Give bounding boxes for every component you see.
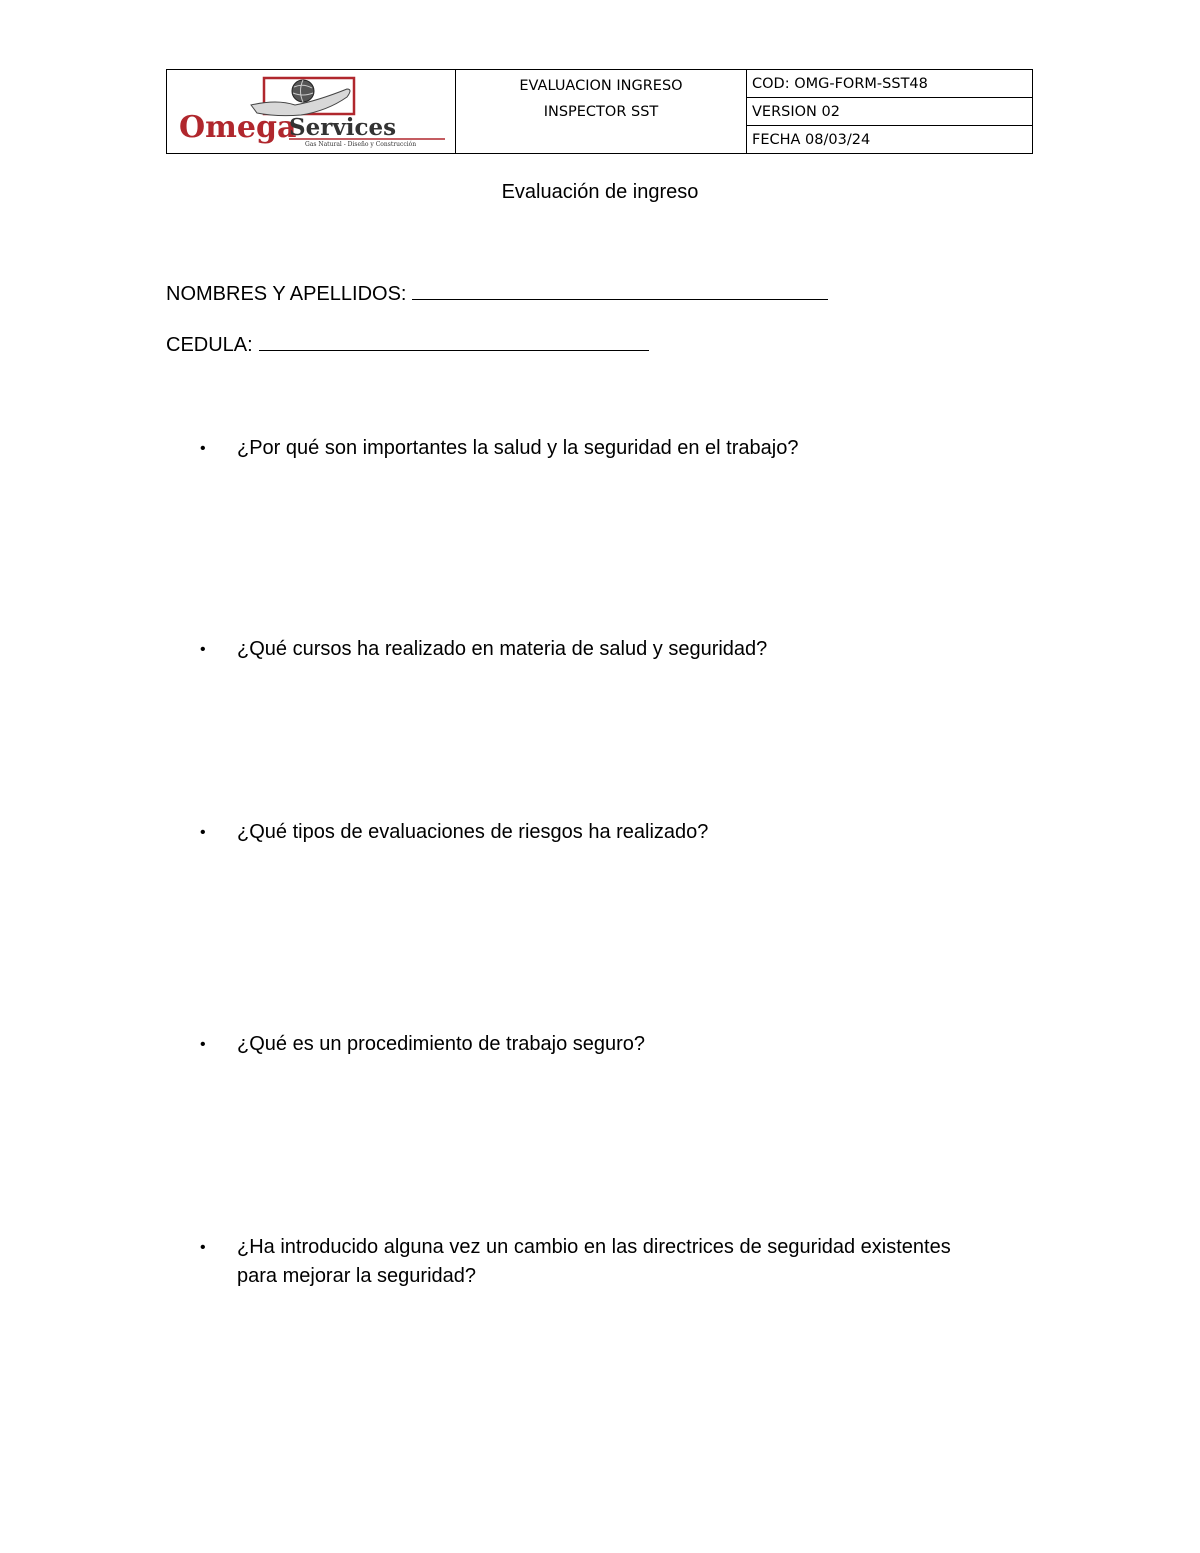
logo-cell [167, 70, 456, 154]
form-title-line-2: INSPECTOR SST [543, 104, 659, 120]
bullet-icon: • [200, 641, 206, 658]
name-field-label: NOMBRES Y APELLIDOS: [166, 283, 407, 305]
question-text: ¿Ha introducido alguna vez un cambio en las directrices de seguridad existentes para mejorar la seguridad? [237, 1236, 951, 1287]
question-text: ¿Qué tipos de evaluaciones de riesgos ha realizado? [237, 821, 709, 843]
question-text: ¿Qué es un procedimiento de trabajo seguro? [237, 1033, 646, 1055]
bullet-icon: • [200, 1239, 206, 1256]
question-text: ¿Qué cursos ha realizado en materia de salud y seguridad? [237, 638, 768, 660]
id-field-row [166, 334, 649, 357]
name-field-row [166, 283, 828, 306]
form-code: COD: OMG-FORM-SST48 [747, 70, 1033, 98]
logo-brand-part2: Services [289, 114, 397, 141]
form-title-cell [456, 70, 747, 154]
id-field-label: CEDULA: [166, 334, 253, 356]
form-title-line-1: EVALUACION INGRESO [519, 78, 683, 94]
company-logo [177, 75, 447, 149]
logo-graphic [177, 75, 447, 149]
question-item [200, 1233, 960, 1291]
bullet-icon: • [200, 1036, 206, 1053]
bullet-icon: • [200, 440, 206, 457]
question-item [200, 434, 1000, 463]
form-date: FECHA 08/03/24 [747, 126, 1033, 154]
bullet-icon: • [200, 824, 206, 841]
header-table [166, 69, 1033, 154]
form-version: VERSION 02 [747, 98, 1033, 126]
document-title: Evaluación de ingreso [501, 181, 699, 203]
name-field-blank[interactable] [412, 283, 828, 300]
question-item [200, 1030, 1000, 1059]
logo-brand-part1: Omega [179, 110, 297, 145]
question-text: ¿Por qué son importantes la salud y la seguridad en el trabajo? [237, 437, 799, 459]
question-item [200, 818, 1000, 847]
logo-tagline: Gas Natural - Diseño y Construcción [305, 141, 417, 148]
question-item [200, 635, 1000, 664]
id-field-blank[interactable] [259, 334, 649, 351]
